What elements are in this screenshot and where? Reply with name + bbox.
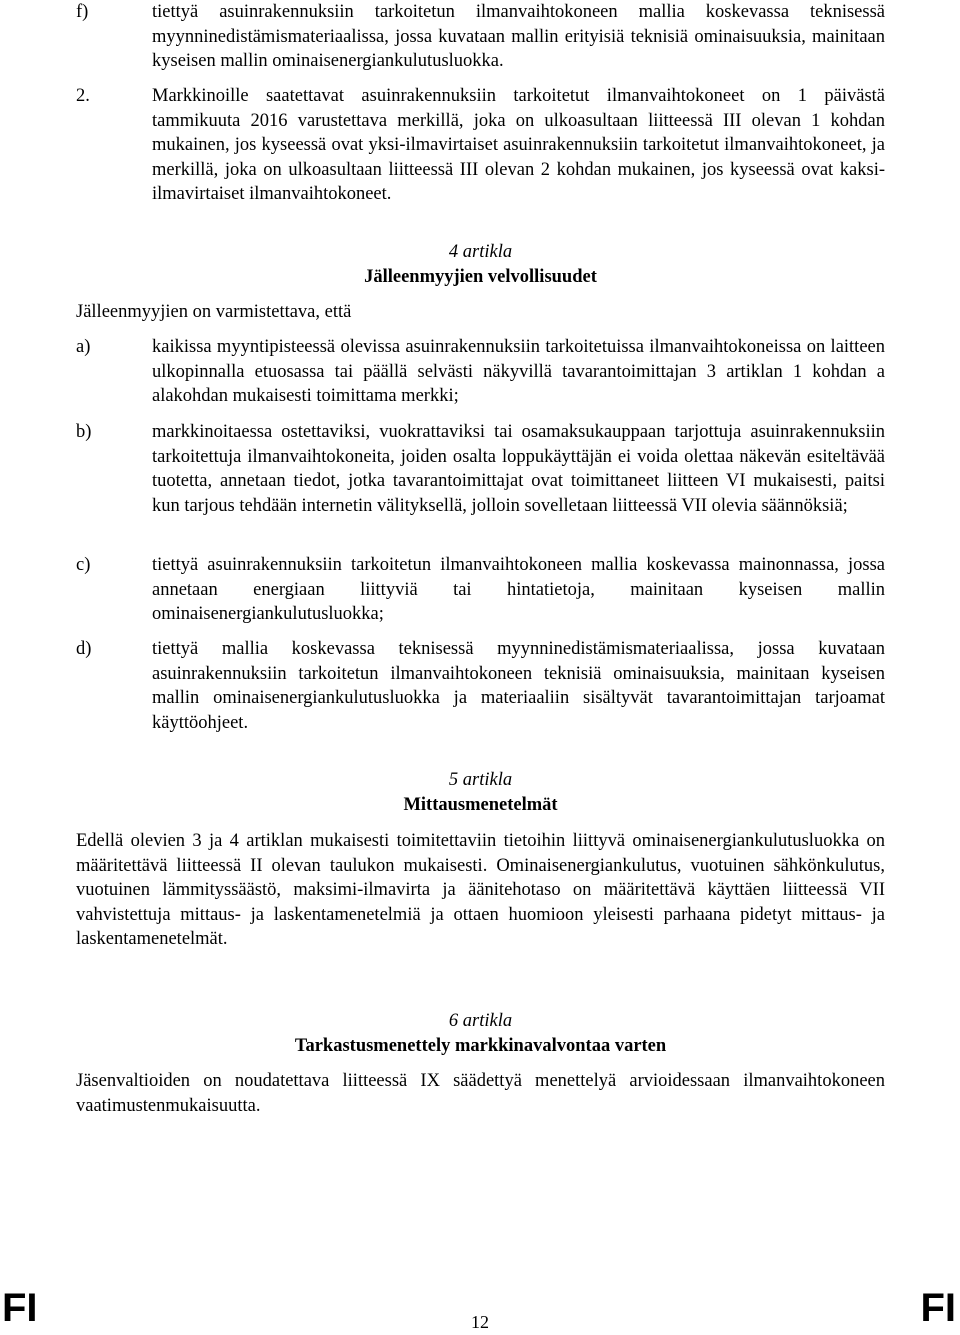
list-item-d xyxy=(76,637,885,735)
item-label: a) xyxy=(76,337,91,357)
article-4-heading xyxy=(76,240,885,289)
page-number: 12 xyxy=(471,1312,489,1332)
article-title: Tarkastusmenettely markkinavalvontaa varten xyxy=(294,1035,667,1056)
article-5-heading xyxy=(76,768,885,817)
article-4-intro: Jälleenmyyjien on varmistettava, että xyxy=(76,302,352,322)
item-label: 2. xyxy=(76,86,90,106)
list-item-f xyxy=(76,0,885,74)
article-title: Mittausmenetelmät xyxy=(403,794,558,815)
item-text: tiettyä mallia koskevassa teknisessä myynninedistämismateriaalissa, jossa kuvataan asuinrakennuksiin tarkoitetun ilmanvaihtokoneen teknisiä ominaisuuksia, mainitaan kyseisen mallin ominaisenergiankulutusluokka ja materiaaliin sisältyvät tavarantoimittajan tarjoamat käyttöohjeet. xyxy=(152,639,885,733)
item-text: kaikissa myyntipisteessä olevissa asuinrakennuksiin tarkoitetuissa ilmanvaihtokoneissa on laitteen ulkopinnalla etuosassa tai päällä selvästi näkyvillä tavarantoimittajan 3 artiklan 1 kohdan a alakohdan mukaisesti toimittama merkki; xyxy=(152,337,885,406)
item-label: c) xyxy=(76,555,91,575)
article-6-body: Jäsenvaltioiden on noudatettava liitteessä IX säädettyä menettelyä arvioidessaan ilmanvaihtokoneen vaatimustenmukaisuutta. xyxy=(76,1071,885,1116)
article-number: 4 artikla xyxy=(448,242,513,262)
item-text: markkinoitaessa ostettaviksi, vuokrattaviksi tai osamaksukauppaan tarjottuja asuinrakennuksiin tarkoitettuja ilmanvaihtokoneita, joiden osalta loppukäyttäjän ei voida olettaa näkevän esiteltävää tuotetta, annetaan tiedot, jotka tavarantoimittajat ovat toimittaneet liitteen VI mukaisesti, paitsi kun tarjous tehdään internetin välityksellä, jolloin sovelletaan liitteessä VII olevia säännöksiä; xyxy=(152,422,885,516)
item-text: tiettyä asuinrakennuksiin tarkoitetun ilmanvaihtokoneen mallia koskevassa mainonnassa, jossa annetaan energiaan liittyviä tai hintatietoja, mainitaan kyseisen mallin ominaisenergiankulutusluokka; xyxy=(152,555,885,624)
item-text: tiettyä asuinrakennuksiin tarkoitetun ilmanvaihtokoneen mallia koskevassa teknisessä myynninedistämismateriaalissa, jossa kuvataan mallin erityisiä teknisiä ominaisuuksia, mainitaan kyseisen mallin ominaisenergiankulutusluokka. xyxy=(152,2,885,71)
article-number: 6 artikla xyxy=(448,1011,513,1031)
paragraph-2 xyxy=(76,84,885,207)
list-item-c xyxy=(76,553,885,627)
article-6-heading xyxy=(76,1009,885,1058)
footer-language-right: FI xyxy=(920,1286,956,1330)
article-number: 5 artikla xyxy=(448,770,513,790)
footer-language-left: FI xyxy=(2,1286,38,1330)
item-label: b) xyxy=(76,422,92,442)
article-5-body: Edellä olevien 3 ja 4 artiklan mukaisesti toimitettaviin tietoihin liittyvä ominaisenergiankulutusluokka on määritettävä liitteessä II olevan taulukon mukaisesti. Ominaisenergiankulutus, vuotuinen sähkönkulutus, vuotuinen lämmityssäästö, maksimi-ilmavirta ja äänitehotaso on määritettävä käyttäen liitteessä VII vahvistettuja mittaus- ja laskentamenetelmiä ja ottaen huomioon yleisesti parhaana pidetyt mittaus- ja laskentamenetelmät. xyxy=(76,831,885,949)
item-label: d) xyxy=(76,639,92,659)
list-item-a xyxy=(76,335,885,409)
item-label: f) xyxy=(76,2,89,22)
item-text: Markkinoille saatettavat asuinrakennuksiin tarkoitetut ilmanvaihtokoneet on 1 päivästä tammikuuta 2016 varustettava merkillä, joka on ulkoasultaan liitteessä III olevan 1 kohdan mukainen, jos kyseessä ovat yksi-ilmavirtaiset asuinrakennuksiin tarkoitetut ilmanvaihtokoneet, ja merkillä, joka on ulkoasultaan liitteessä III olevan 2 kohdan mukainen, jos kyseessä ovat kaksi-ilmavirtaiset ilmanvaihtokoneet. xyxy=(152,86,885,204)
list-item-b xyxy=(76,420,885,518)
article-title: Jälleenmyyjien velvollisuudet xyxy=(364,266,597,287)
